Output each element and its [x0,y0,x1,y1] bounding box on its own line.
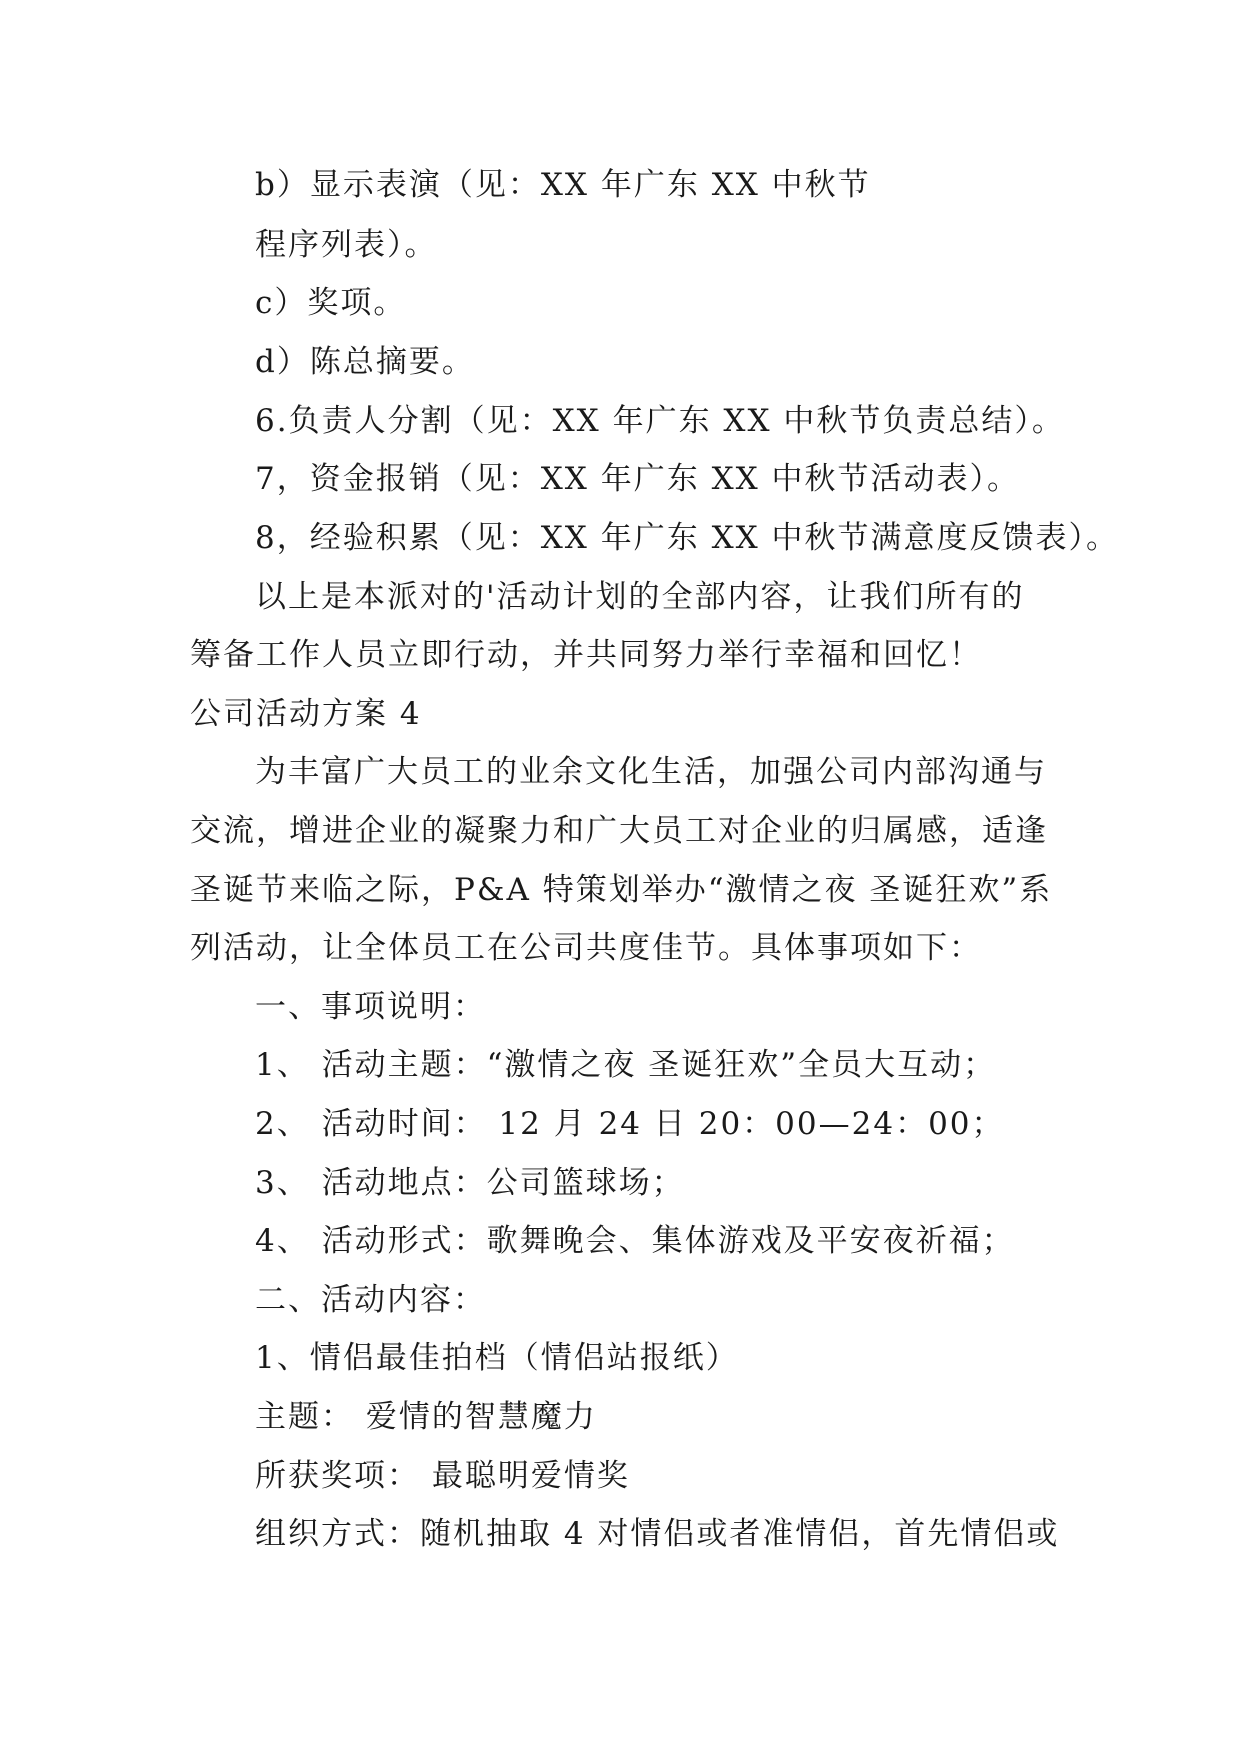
text-line: d）陈总摘要。 [255,344,475,380]
list-item: 1、 活动主题：“激情之夜 圣诞狂欢”全员大互动； [255,1047,997,1083]
paragraph-line: 交流，增进企业的凝聚力和广大员工对企业的归属感，适逢 [190,813,1048,849]
subheading: 二、活动内容： [255,1282,486,1318]
paragraph-line: 列活动，让全体员工在公司共度佳节。具体事项如下： [190,930,982,966]
list-item: 2、 活动时间： 12 月 24 日 20：00—24：00； [255,1106,1005,1142]
list-item: 4、 活动形式：歌舞晚会、集体游戏及平安夜祈福； [255,1223,1015,1259]
list-item: 3、 活动地点：公司篮球场； [255,1165,685,1201]
text-line: 6.负责人分割（见：XX 年广东 XX 中秋节负责总结）。 [255,403,1065,439]
paragraph-line: 以上是本派对的'活动计划的全部内容，让我们所有的 [255,579,1025,615]
text-line: 8，经验积累（见：XX 年广东 XX 中秋节满意度反馈表）。 [255,520,1120,556]
text-line: 主题： 爱情的智慧魔力 [255,1399,597,1435]
paragraph-line: 圣诞节来临之际，P&A 特策划举办“激情之夜 圣诞狂欢”系 [190,872,1053,908]
list-item: 1、情侣最佳拍档（情侣站报纸） [255,1340,739,1376]
text-line: 程序列表）。 [255,227,438,263]
text-line: c）奖项。 [255,285,407,321]
text-line: 7，资金报销（见：XX 年广东 XX 中秋节活动表）。 [255,461,1021,497]
subheading: 一、事项说明： [255,989,486,1025]
text-line: 组织方式：随机抽取 4 对情侣或者准情侣，首先情侣或 [255,1516,1060,1552]
section-heading: 公司活动方案 4 [190,696,422,732]
paragraph-line: 为丰富广大员工的业余文化生活，加强公司内部沟通与 [255,754,1047,790]
paragraph-line: 筹备工作人员立即行动，并共同努力举行幸福和回忆！ [190,637,982,673]
text-line: b）显示表演（见：XX 年广东 XX 中秋节 [255,167,871,203]
text-line: 所获奖项： 最聪明爱情奖 [255,1458,630,1494]
